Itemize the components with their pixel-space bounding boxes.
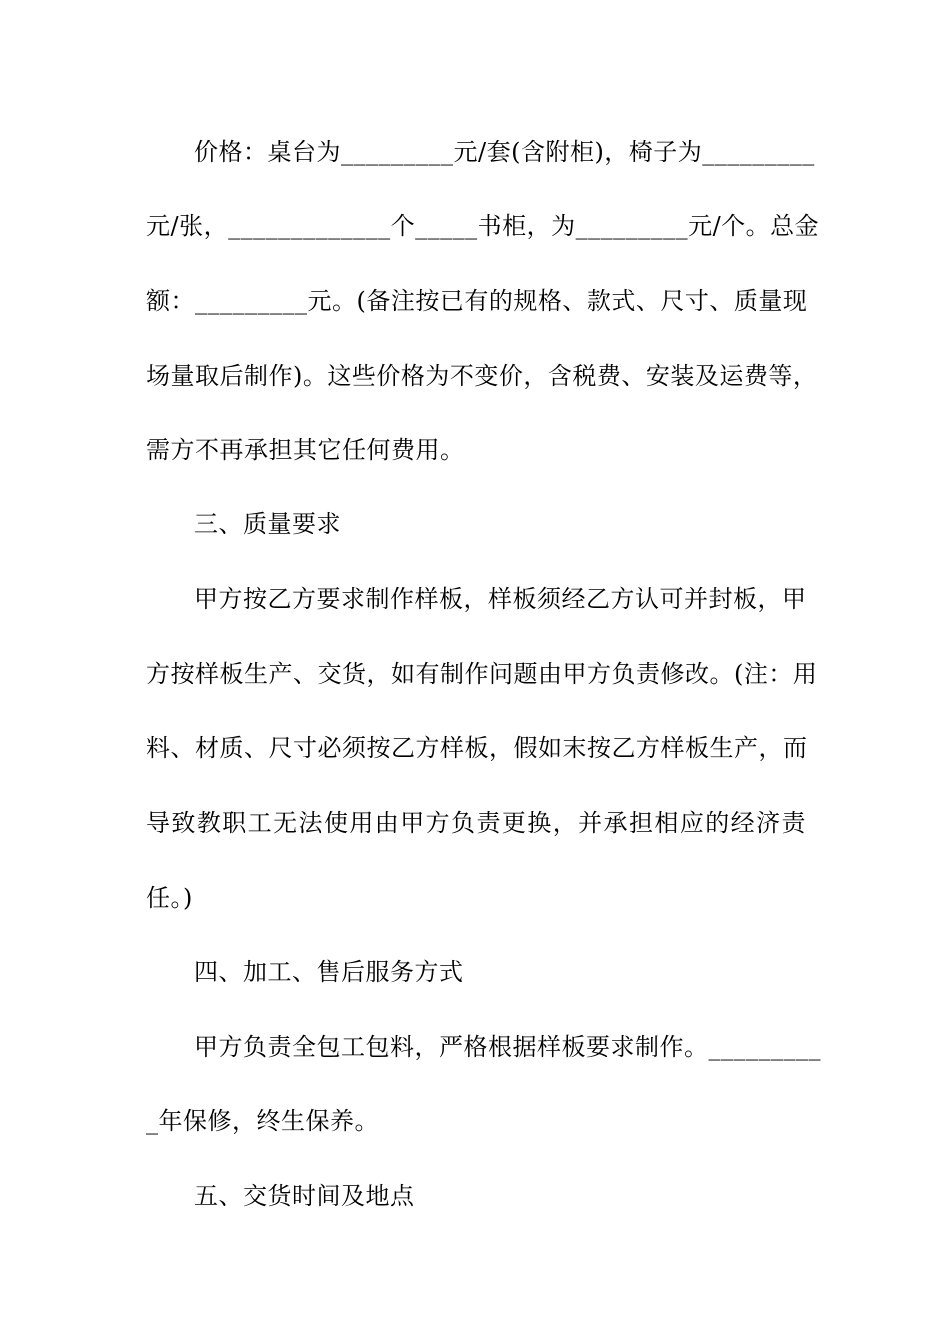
service-paragraph-line-2: _年保修，终生保养。 xyxy=(146,1107,379,1135)
price-paragraph-line-3: 额：_________元。(备注按已有的规格、款式、尺寸、质量现 xyxy=(146,287,808,315)
service-paragraph-line-1: 甲方负责全包工包料，严格根据样板要求制作。_________ xyxy=(194,1033,821,1061)
section-heading-service: 四、加工、售后服务方式 xyxy=(194,958,464,986)
price-paragraph-line-2: 元/张，_____________个_____书柜，为_________元/个。总金 xyxy=(146,212,820,240)
price-paragraph-line-1: 价格：桌台为_________元/套(含附柜)，椅子为_________ xyxy=(194,138,815,166)
quality-paragraph-line-2: 方按样板生产、交货，如有制作问题由甲方负责修改。(注：用 xyxy=(146,660,818,688)
quality-paragraph-line-5: 任。) xyxy=(146,884,193,912)
quality-paragraph-line-3: 料、材质、尺寸必须按乙方样板，假如末按乙方样板生产，而 xyxy=(146,734,808,762)
quality-paragraph-line-1: 甲方按乙方要求制作样板，样板须经乙方认可并封板，甲 xyxy=(194,585,807,613)
price-paragraph-line-5: 需方不再承担其它任何费用。 xyxy=(146,436,465,464)
section-heading-quality: 三、质量要求 xyxy=(194,510,341,538)
section-heading-delivery: 五、交货时间及地点 xyxy=(194,1182,415,1210)
price-paragraph-line-4: 场量取后制作)。这些价格为不变价，含税费、安装及运费等， xyxy=(146,362,818,390)
quality-paragraph-line-4: 导致教职工无法使用由甲方负责更换，并承担相应的经济责 xyxy=(146,809,806,837)
